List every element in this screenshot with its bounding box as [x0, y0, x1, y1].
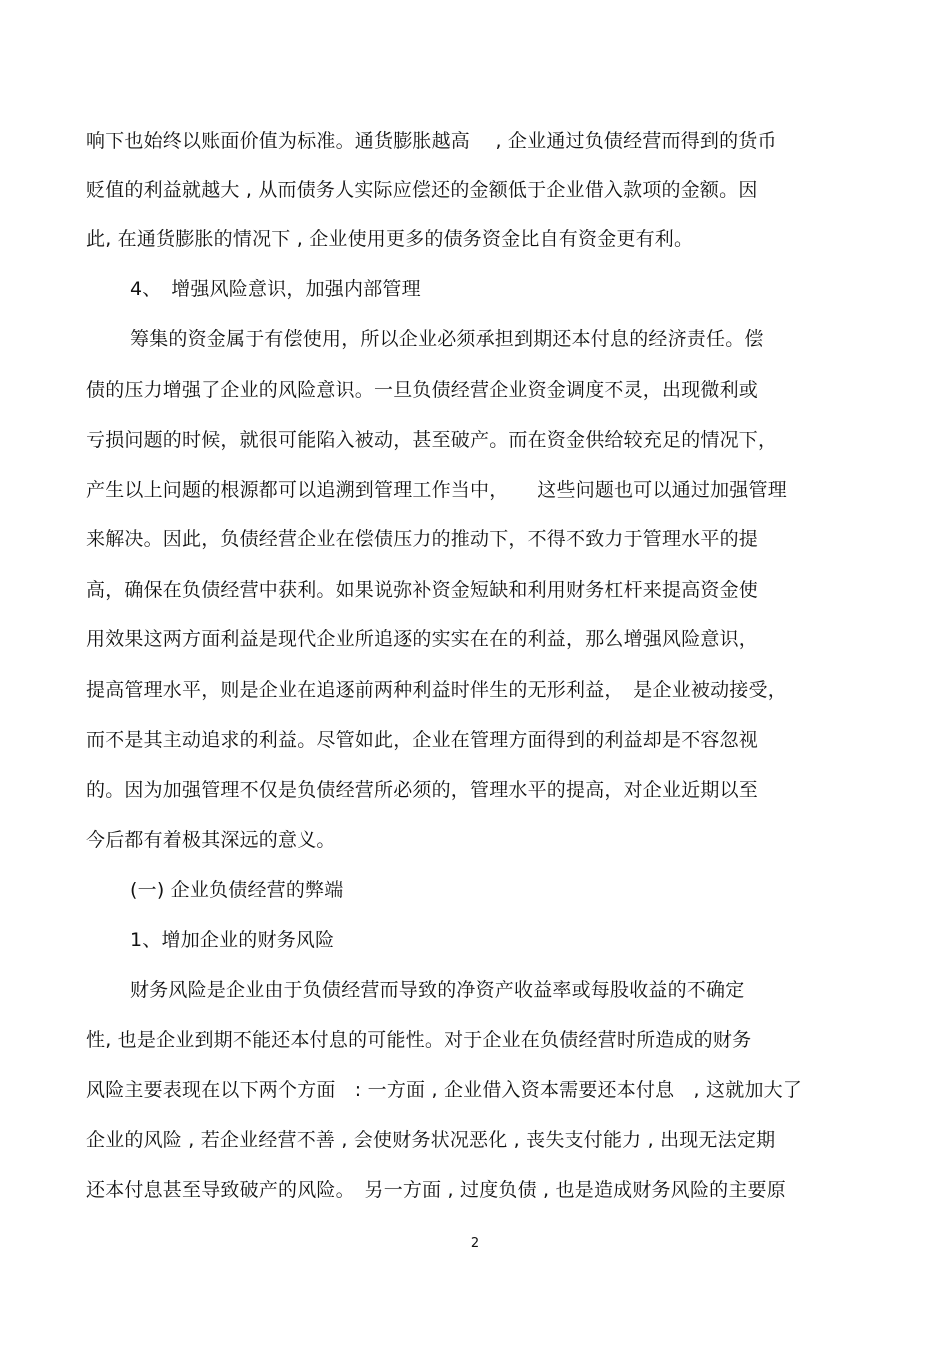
section-heading: 4、 增强风险意识，加强内部管理: [130, 278, 421, 300]
subsection-heading: 1、增加企业的财务风险: [130, 929, 335, 951]
text-line: 筹集的资金属于有偿使用，所以企业必须承担到期还本付息的经济责任。偿: [130, 328, 764, 350]
text-line: 响下也始终以账面价值为标准。通货膨胀越高 , 企业通过负债经营而得到的货币: [86, 130, 777, 152]
text-line: 性, 也是企业到期不能还本付息的可能性。对于企业在负债经营时所造成的财务: [86, 1029, 752, 1051]
text-line: 提高管理水平，则是企业在追逐前两种利益时伴生的无形利益， 是企业被动接受，: [86, 679, 787, 701]
page-number: 2: [470, 1236, 480, 1251]
text-line: 今后都有着极其深远的意义。: [86, 829, 336, 851]
section-heading: (一) 企业负债经营的弊端: [130, 879, 344, 901]
text-line: 来解决。因此，负债经营企业在偿债压力的推动下，不得不致力于管理水平的提: [86, 528, 759, 550]
text-line: 产生以上问题的根源都可以追溯到管理工作当中， 这些问题也可以通过加强管理: [86, 479, 787, 501]
text-line: 还本付息甚至导致破产的风险。 另一方面 , 过度负债 , 也是造成财务风险的主要原: [86, 1179, 786, 1201]
text-line: 而不是其主动追求的利益。尽管如此，企业在管理方面得到的利益却是不容忽视: [86, 729, 759, 751]
text-line: 企业的风险 , 若企业经营不善 , 会使财务状况恶化 , 丧失支付能力 , 出现无法定期: [86, 1129, 776, 1151]
text-line: 亏损问题的时候，就很可能陷入被动，甚至破产。而在资金供给较充足的情况下，: [86, 429, 778, 451]
text-line: 高，确保在负债经营中获利。如果说弥补资金短缺和利用财务杠杆来提高资金使: [86, 579, 759, 601]
text-line: 风险主要表现在以下两个方面 : 一方面 , 企业借入资本需要还本付息 , 这就加大了: [86, 1079, 803, 1101]
text-line: 贬值的利益就越大 , 从而债务人实际应偿还的金额低于企业借入款项的金额。因: [86, 179, 758, 201]
text-line: 用效果这两方面利益是现代企业所追逐的实实在在的利益，那么增强风险意识，: [86, 628, 759, 650]
text-line: 的。因为加强管理不仅是负债经营所必须的，管理水平的提高，对企业近期以至: [86, 779, 759, 801]
text-line: 此, 在通货膨胀的情况下 , 企业使用更多的债务资金比自有资金更有利。: [86, 228, 694, 250]
text-line: 债的压力增强了企业的风险意识。一旦负债经营企业资金调度不灵，出现微利或: [86, 379, 759, 401]
text-line: 财务风险是企业由于负债经营而导致的净资产收益率或每股收益的不确定: [130, 979, 745, 1001]
